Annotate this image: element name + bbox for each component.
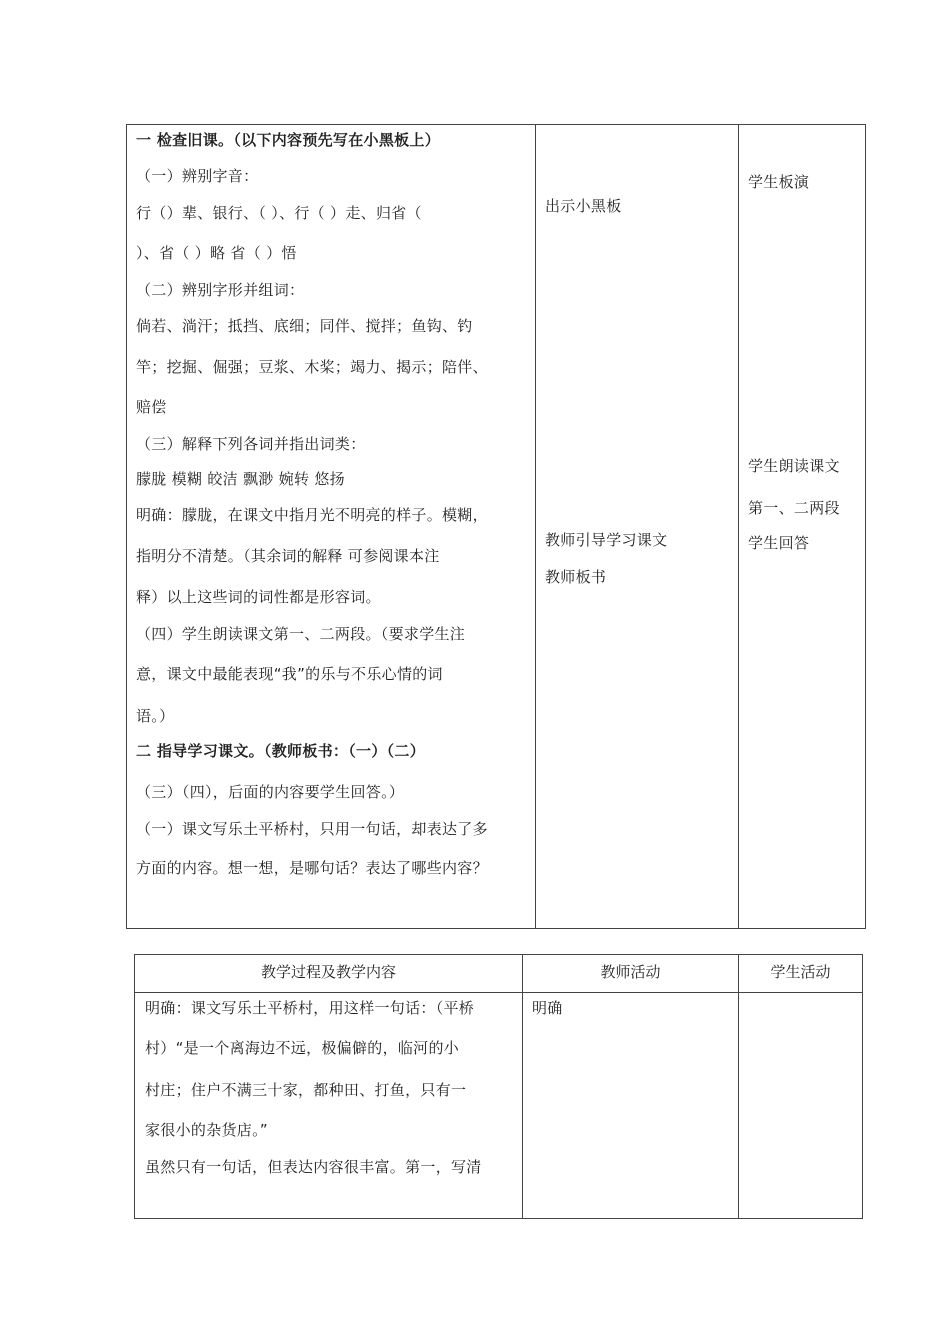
content-cell xyxy=(135,993,523,1219)
lesson-table-2 xyxy=(134,954,863,1219)
content-line: 方面的内容。想一想，是哪句话？表达了哪些内容？ xyxy=(136,859,488,877)
content-line: 意，课文中最能表现“我”的乐与不乐心情的词 xyxy=(136,665,443,683)
content-line: 村）“是一个离海边不远，极偏僻的，临河的小 xyxy=(145,1039,460,1057)
teacher-activity-cell xyxy=(536,125,739,929)
content-line: 村庄；住户不满三十家，都种田、打鱼，只有一 xyxy=(145,1081,467,1099)
content-line: （三）（四），后面的内容要学生回答。） xyxy=(136,783,405,801)
content-line: 指明分不清楚。（其余词的解释 可参阅课本注 xyxy=(136,547,440,565)
content-line: 倘若、淌汗；抵挡、底细；同伴、搅拌；鱼钩、钓 xyxy=(136,317,473,335)
content-line: 行（）辈、银行、（ ）、行（ ）走、归省（ xyxy=(136,204,422,222)
content-line: 朦胧 模糊 皎洁 飘渺 婉转 悠扬 xyxy=(136,470,345,488)
header-process: 教学过程及教学内容 xyxy=(135,955,523,993)
content-line: 释）以上这些词的词性都是形容词。 xyxy=(136,588,381,606)
content-line: 明确：课文写乐土平桥村，用这样一句话：（平桥 xyxy=(145,999,475,1017)
content-line: ）、省（ ）略 省（ ）悟 xyxy=(136,244,297,262)
lesson-table-1 xyxy=(126,124,866,929)
student-activity-line: 学生回答 xyxy=(748,534,810,552)
student-activity-line: 第一、二两段 xyxy=(748,499,840,517)
student-activity-cell xyxy=(739,125,866,929)
teacher-activity-line: 出示小黑板 xyxy=(545,197,622,215)
content-line: （四）学生朗读课文第一、二两段。（要求学生注 xyxy=(136,625,466,643)
teacher-activity-line: 教师板书 xyxy=(545,568,607,586)
content-line: （三）解释下列各词并指出词类： xyxy=(136,435,366,453)
content-line: （一）辨别字音： xyxy=(136,167,259,185)
teacher-activity-line: 教师引导学习课文 xyxy=(545,531,668,549)
student-activity-line: 学生朗读课文 xyxy=(748,457,840,475)
section-heading-1: 一 检查旧课。（以下内容预先写在小黑板上） xyxy=(136,131,441,149)
content-line: （二）辨别字形并组词： xyxy=(136,281,305,299)
content-cell xyxy=(127,125,536,929)
teacher-activity-line: 明确 xyxy=(532,999,563,1017)
section-heading-2: 二 指导学习课文。（教师板书：（一）（二） xyxy=(136,742,426,760)
header-teacher-activity: 教师活动 xyxy=(523,955,739,993)
student-activity-line: 学生板演 xyxy=(748,173,810,191)
content-line: （一）课文写乐土平桥村，只用一句话，却表达了多 xyxy=(136,820,488,838)
content-line: 明确：朦胧，在课文中指月光不明亮的样子。模糊， xyxy=(136,506,488,524)
content-line: 赔偿 xyxy=(136,398,167,416)
content-line: 家很小的杂货店。” xyxy=(145,1121,268,1139)
content-line: 语。） xyxy=(136,707,175,725)
teacher-activity-cell xyxy=(523,993,739,1219)
student-activity-cell xyxy=(739,993,863,1219)
content-line: 竿；挖掘、倔强；豆浆、木桨；竭力、揭示；陪伴、 xyxy=(136,358,488,376)
content-line: 虽然只有一句话，但表达内容很丰富。第一，写清 xyxy=(145,1158,482,1176)
header-student-activity: 学生活动 xyxy=(739,955,863,993)
